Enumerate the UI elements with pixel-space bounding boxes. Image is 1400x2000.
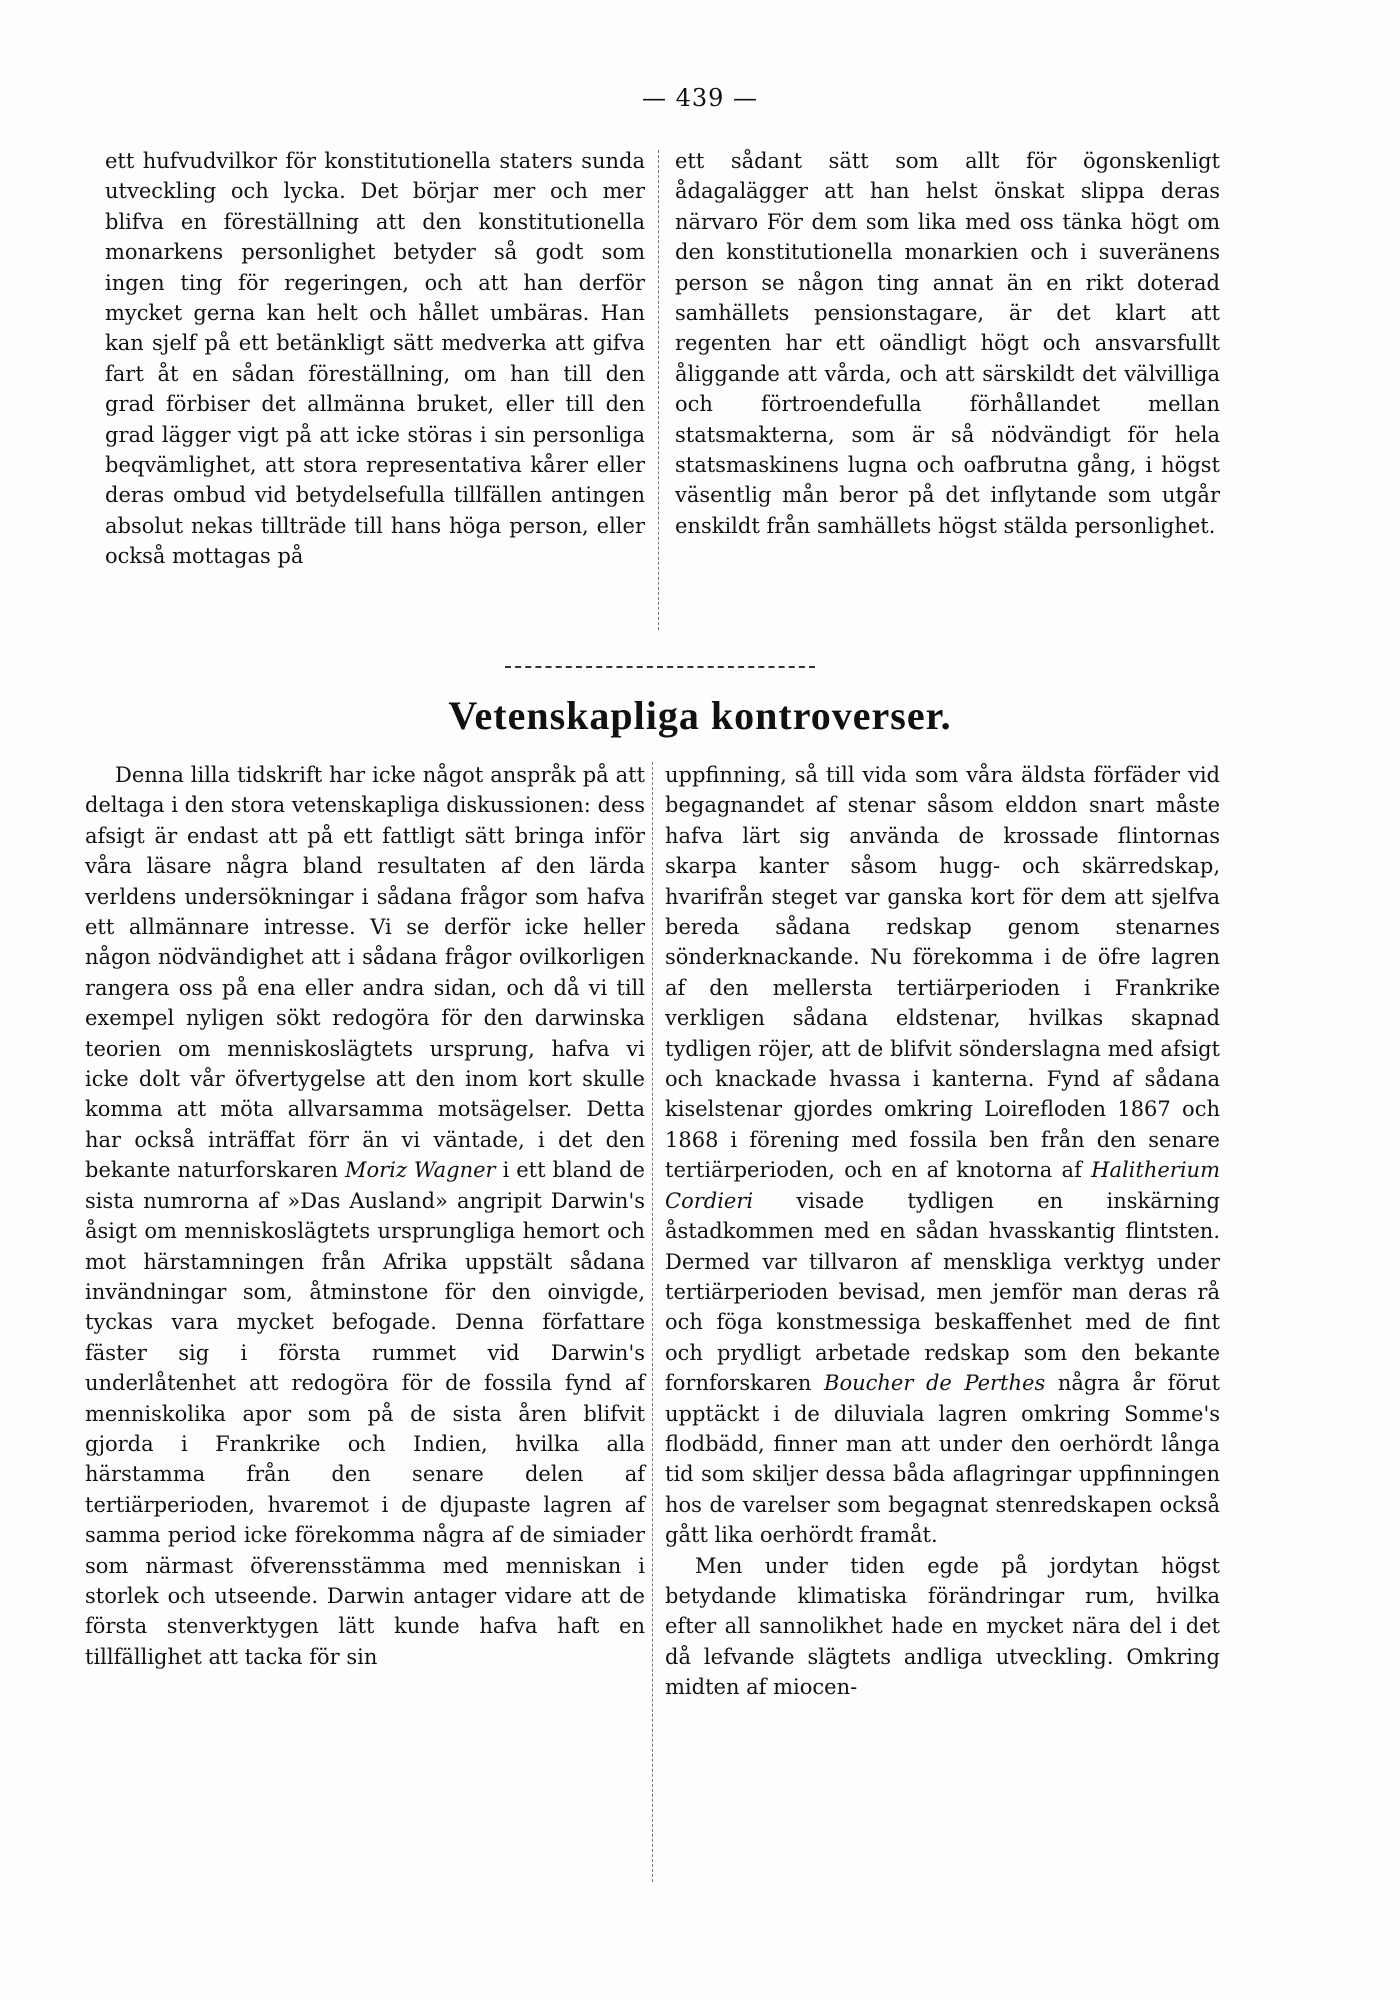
text-column-top-left <box>105 146 645 572</box>
paragraph <box>665 760 1220 1551</box>
section-title: Vetenskapliga kontroverser. <box>448 693 952 738</box>
person-name: Moriz Wagner <box>344 1158 496 1183</box>
text-run: några år förut upptäckt i de diluviala lagren omkring Somme's flodbädd, finner man att under den oerhördt långa tid som skiljer dessa båda aflagringar uppfinningen hos de varelser som begagnat stenredskapen också gått lika oerhördt framåt. <box>665 1371 1220 1548</box>
paragraph: ett sådant sätt som allt för ögonskenligt ådagalägger att han helst önskat slippa deras närvaro För dem som lika med oss tänka högt om den konstitutionella monarkien och i suveränens person se någon ting annat än en rikt doterad samhällets pensionstagare, är det klart att regenten har ett oändligt högt och ansvarsfullt åliggande att vårda, och att särskildt det välvilliga och förtroendefulla förhållandet mellan statsmakterna, som är så nödvändigt för hela statsmaskinens lugna och oafbrutna gång, i högst väsentlig mån beror på det inflytande som utgår enskildt från samhällets högst stälda personlighet. <box>675 149 1220 538</box>
text-column-bottom-right <box>665 760 1220 1703</box>
species-name: Halitherium Cordieri <box>665 1158 1220 1213</box>
paragraph: ett hufvudvilkor för konstitutionella staters sunda utveckling och lycka. Det börjar mer och mer blifva en föreställning att den konstitutionella monarkens personlighet betyder så godt som ingen ting för regeringen, och att han derför mycket gerna kan helt och hållet umbäras. Han kan sjelf på ett betänkligt sätt medverka att gifva fart åt en sådan föreställning, om han till den grad förbiser det allmänna bruket, eller till den grad lägger vigt på att icke störas i sin personliga beqvämlighet, att stora representativa kårer eller deras ombud vid betydelsefulla tillfällen antingen absolut nekas tillträde till hans höga person, eller också mottagas på <box>105 149 645 569</box>
text-run: visade tydligen en inskärning åstadkommen med en sådan hvasskantig flintsten. Dermed var tillvaron af menskliga verktyg under tertiärperioden bevisad, men jemför man deras rå och föga konstmessiga beskaffenhet med de fint och prydligt arbetade redskap som den bekante fornforskaren <box>665 1188 1220 1396</box>
column-divider-bottom <box>652 762 653 1882</box>
text-run: uppfinning, så till vida som våra äldsta förfäder vid begagnandet af stenar såsom elddon snart måste hafva lärt sig använda de krossade flintornas skarpa kanter såsom hugg- och skärredskap, hvarifrån steget var ganska kort för dem att sjelfva bereda sådana redskap genom stenarnes sönderknackande. Nu förekomma i de öfre lagren af den mellersta tertiärperioden i Frankrike verkligen sådana eldstenar, hvilkas skapnad tydligen röjer, att de blifvit sönderslagna med afsigt och knackade hvassa i kanterna. Fynd af sådana kiselstenar gjordes omkring Loirefloden 1867 och 1868 i förening med fossila ben från den senare tertiärperioden, och en af knotorna af <box>665 763 1220 1183</box>
text-column-top-right <box>675 146 1220 541</box>
column-divider-top <box>658 150 659 630</box>
person-name: Boucher de Perthes <box>824 1371 1046 1396</box>
page-number: — 439 — <box>641 84 759 112</box>
paragraph: Men under tiden egde på jordytan högst betydande klimatiska förändringar rum, hvilka efter all sannolikhet hade en mycket nära del i det då lefvande slägtets andliga utveckling. Omkring midten af miocen- <box>665 1553 1220 1700</box>
text-column-bottom-left <box>85 760 645 1672</box>
paragraph <box>85 760 645 1672</box>
section-separator-rule <box>505 666 815 670</box>
text-run: i ett bland de sista numrorna af »Das Ausland» angripit Darwin's åsigt om menniskoslägtets ursprungliga hemort och mot härstamningen från Afrika uppstält sådana invändningar som, åtminstone för den oinvigde, tyckas vara mycket befogade. Denna författare fäster sig i första rummet vid Darwin's underlåtenhet att redogöra för de fossila fynd af menniskolika apor som på de sista åren blifvit gjorda i Frankrike och Indien, hvilka alla härstamma från den senare delen af tertiärperioden, hvaremot i de djupaste lagren af samma period icke förekomma några af de simiader som närmast öfverensstämma med menniskan i storlek och utseende. Darwin antager vidare att de första stenverktygen lätt kunde hafva haft en tillfällighet att tacka för sin <box>85 1158 645 1669</box>
text-run: Denna lilla tidskrift har icke något anspråk på att deltaga i den stora vetenskapliga diskussionen: dess afsigt är endast att på ett fattligt sätt bringa inför våra läsare några bland resultaten af den lärda verldens undersökningar i sådana frågor som hafva ett allmännare intresse. Vi se derför icke heller någon nödvändighet att i sådana frågor ovilkorligen rangera oss på ena eller andra sidan, och då vi till exempel nyligen sökt redogöra för den darwinska teorien om menniskoslägtets ursprung, hafva vi icke dolt vår öfvertygelse att den inom kort skulle komma att möta allvarsamma motsägelser. Detta har också inträffat förr än vi väntade, i det den bekante naturforskaren <box>85 763 645 1183</box>
